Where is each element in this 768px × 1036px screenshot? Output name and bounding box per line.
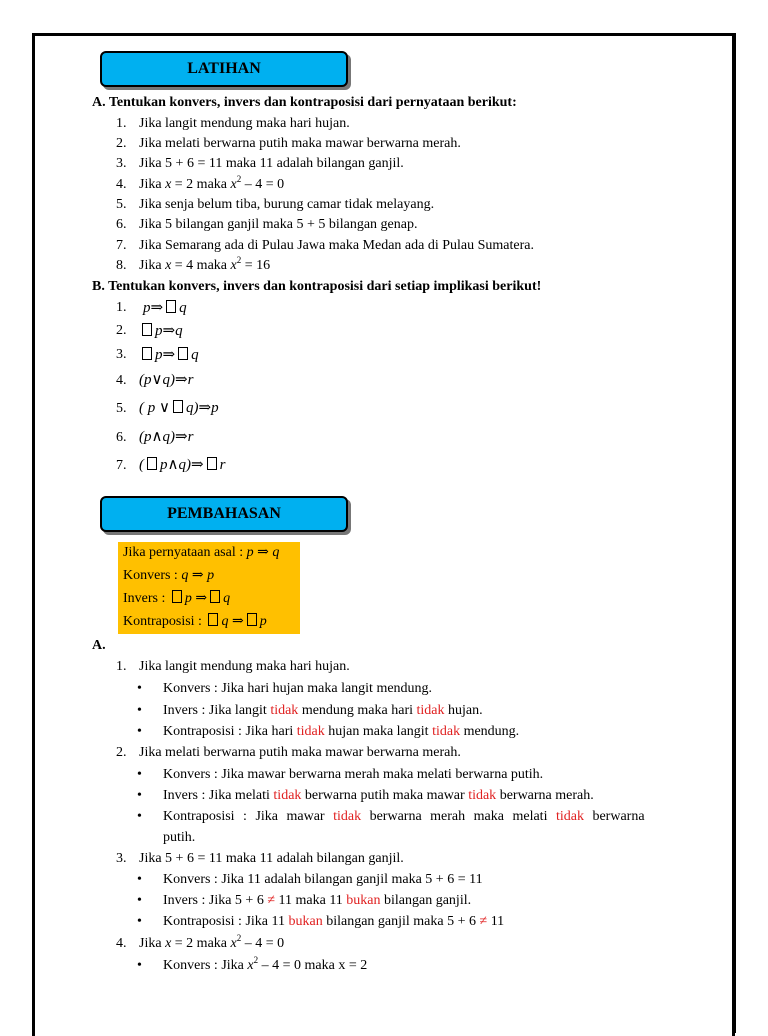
list-number: 1. (116, 659, 127, 674)
answer-kontraposisi: Kontraposisi : Jika mawar tidak berwarna merah maka melati tidak berwarna (163, 809, 645, 824)
list-number: 5. (116, 197, 127, 212)
list-item: Jika 5 bilangan ganjil maka 5 + 5 bilangan genap. (139, 217, 418, 232)
answer-invers: Invers : Jika langit tidak mendung maka hari tidak hujan. (163, 703, 483, 718)
list-number: 2. (116, 323, 127, 338)
section-b-heading: B. Tentukan konvers, invers dan kontraposisi dari setiap implikasi berikut! (92, 279, 542, 294)
negation-symbol (142, 323, 152, 336)
list-item: Jika x = 2 maka $x^2 - 4 = 0$ (139, 174, 285, 192)
summary-kontraposisi: Kontraposisi : q ⇒ p (123, 614, 267, 629)
answer-konvers: Konvers : Jika 11 adalah bilangan ganjil maka 5 + 6 = 11 (163, 872, 483, 887)
bullet-icon: • (137, 958, 142, 973)
list-item: Jika Semarang ada di Pulau Jawa maka Medan ada di Pulau Sumatera. (139, 238, 534, 253)
implication-formula: p⇒q (139, 322, 183, 340)
list-number: 1. (116, 300, 127, 315)
question-text: Jika 5 + 6 = 11 maka 11 adalah bilangan ganjil. (139, 851, 404, 866)
bullet-icon: • (137, 872, 142, 887)
answer-invers: Invers : Jika 5 + 6 ≠ 11 maka 11 bukan bilangan ganjil. (163, 893, 472, 908)
summary-asal: Jika pernyataan asal : p ⇒ q (123, 545, 280, 560)
list-number: 5. (116, 401, 127, 416)
answer-konvers: Konvers : Jika hari hujan maka langit mendung. (163, 681, 433, 696)
answer-kontraposisi: Kontraposisi : Jika 11 bukan bilangan ganjil maka 5 + 6 ≠ 11 (163, 914, 505, 929)
negation-symbol (142, 347, 152, 360)
bullet-icon: • (137, 914, 142, 929)
bullet-icon: • (137, 703, 142, 718)
negation-symbol (210, 590, 220, 603)
list-number: 6. (116, 430, 127, 445)
list-number: 4. (116, 373, 127, 388)
page-border-edge (734, 33, 736, 1033)
summary-invers: Invers : p ⇒ q (123, 591, 231, 606)
negation-symbol (147, 457, 157, 470)
bullet-icon: • (137, 788, 142, 803)
negation-symbol (166, 300, 176, 313)
list-item: Jika senja belum tiba, burung camar tidak melayang. (139, 197, 435, 212)
bullet-icon: • (137, 767, 142, 782)
question-text: Jika x = 2 maka $x^2 - 4 = 0$ (139, 933, 285, 951)
question-text: Jika melati berwarna putih maka mawar berwarna merah. (139, 745, 461, 760)
list-number: 3. (116, 347, 127, 362)
pembahasan-title: PEMBAHASAN (100, 496, 348, 532)
list-number: 6. (116, 217, 127, 232)
implication-formula: ( p∧q)⇒ r (139, 457, 226, 473)
list-item: Jika 5 + 6 = 11 maka 11 adalah bilangan ganjil. (139, 156, 404, 171)
implication-formula: p⇒ q (143, 300, 187, 316)
negation-symbol (178, 347, 188, 360)
list-number: 2. (116, 745, 127, 760)
implication-formula: ( p ∨ q)⇒p (139, 400, 219, 416)
implication-formula: (p∨q)⇒r (139, 372, 194, 388)
latihan-title: LATIHAN (100, 51, 348, 87)
answer-konvers: Konvers : Jika mawar berwarna merah maka melati berwarna putih. (163, 767, 544, 782)
section-a-heading: A. Tentukan konvers, invers dan kontraposisi dari pernyataan berikut: (92, 95, 517, 110)
bullet-icon: • (137, 893, 142, 908)
bullet-icon: • (137, 681, 142, 696)
negation-symbol (208, 613, 218, 626)
negation-symbol (172, 590, 182, 603)
bullet-icon: • (137, 724, 142, 739)
answer-konvers: Konvers : Jika $x^2 - 4 = 0$ maka x = 2 (163, 955, 368, 973)
negation-symbol (207, 457, 217, 470)
answer-kontraposisi: Kontraposisi : Jika hari tidak hujan maka langit tidak mendung. (163, 724, 520, 739)
list-number: 8. (116, 258, 127, 273)
list-item: Jika langit mendung maka hari hujan. (139, 116, 350, 131)
list-number: 7. (116, 458, 127, 473)
question-text: Jika langit mendung maka hari hujan. (139, 659, 350, 674)
list-item: Jika melati berwarna putih maka mawar berwarna merah. (139, 136, 461, 151)
list-number: 4. (116, 177, 127, 192)
answer-kontraposisi-continued: putih. (163, 830, 196, 845)
list-item: Jika x = 4 maka $x^2 = 16$ (139, 255, 271, 273)
list-number: 7. (116, 238, 127, 253)
list-number: 1. (116, 116, 127, 131)
negation-symbol (173, 400, 183, 413)
list-number: 2. (116, 136, 127, 151)
implication-formula: p⇒ q (139, 346, 199, 364)
implication-formula: (p∧q)⇒r (139, 429, 194, 445)
answer-invers: Invers : Jika melati tidak berwarna putih maka mawar tidak berwarna merah. (163, 788, 594, 803)
list-number: 3. (116, 156, 127, 171)
list-number: 3. (116, 851, 127, 866)
list-number: 4. (116, 936, 127, 951)
section-a-label: A. (92, 638, 106, 653)
summary-konvers: Konvers : q ⇒ p (123, 568, 215, 583)
negation-symbol (247, 613, 257, 626)
bullet-icon: • (137, 809, 142, 824)
